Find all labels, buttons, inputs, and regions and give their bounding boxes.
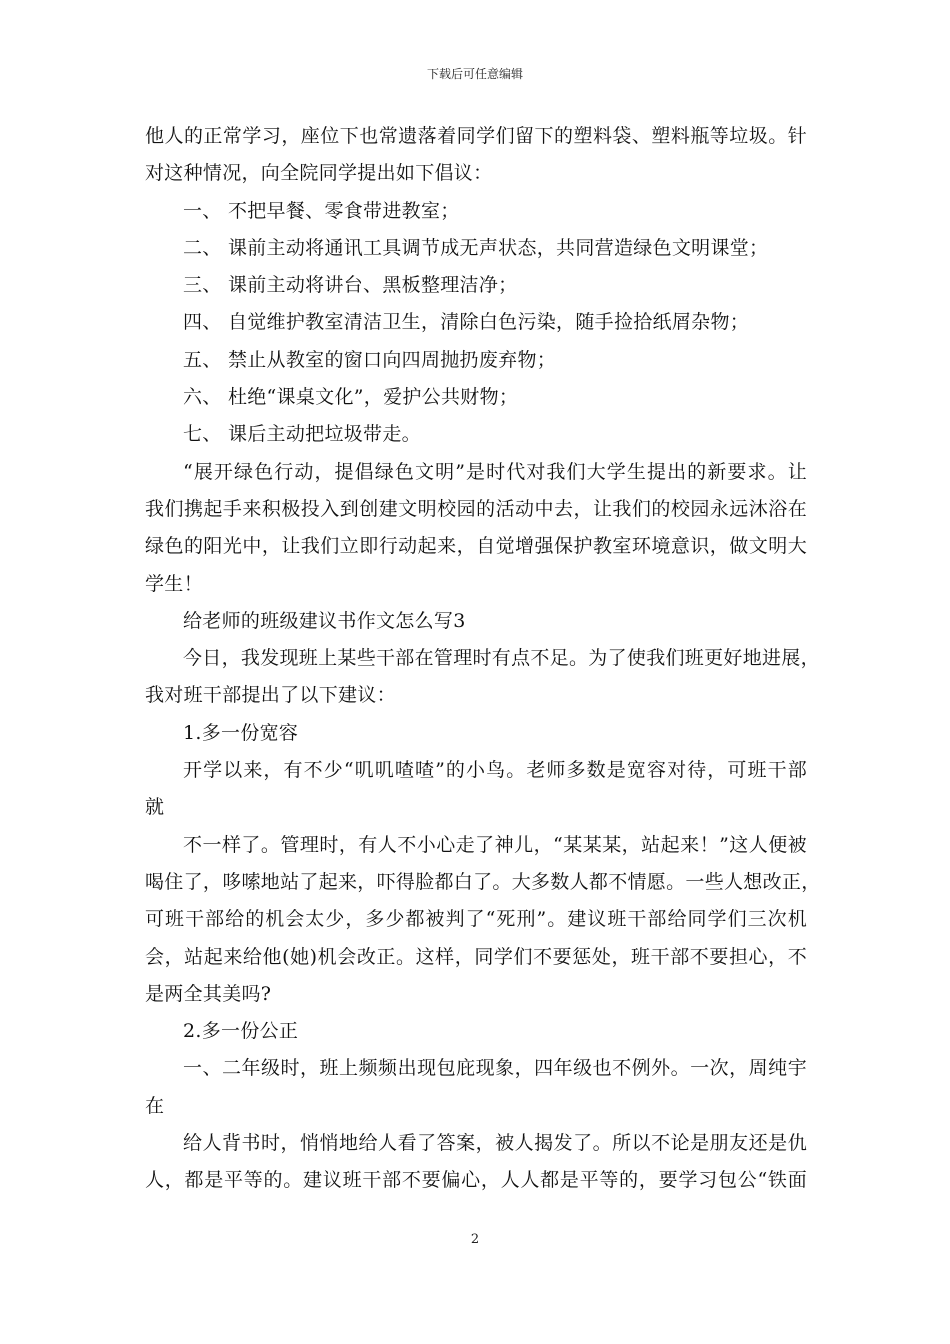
text-line: 一、二年级时，班上频频出现包庇现象，四年级也不例外。一次，周纯宇: [183, 1057, 807, 1080]
text-line: 三、 课前主动将讲台、黑板整理洁净；: [183, 274, 518, 297]
text-line: 六、 杜绝“课桌文化”，爱护公共财物；: [183, 386, 519, 409]
page-number: 2: [470, 1232, 480, 1247]
text-line: 他人的正常学习，座位下也常遗落着同学们留下的塑料袋、塑料瓶等垃圾。针: [145, 125, 807, 147]
text-line: 二、 课前主动将通讯工具调节成无声状态，共同营造绿色文明课堂；: [183, 236, 769, 259]
text-line: 学生！: [145, 572, 203, 595]
text-line: 给人背书时，悄悄地给人看了答案，被人揭发了。所以不论是朋友还是仇: [183, 1132, 807, 1155]
text-line: 人，都是平等的。建议班干部不要偏心，人人都是平等的，要学习包公“铁面: [145, 1169, 807, 1192]
document-body: [145, 118, 821, 1200]
text-line: “展开绿色行动，提倡绿色文明”是时代对我们大学生提出的新要求。让: [183, 460, 807, 483]
text-line: 会，站起来给他(她)机会改正。这样，同学们不要惩处，班干部不要担心，不: [145, 945, 807, 968]
text-line: 我们携起手来积极投入到创建文明校园的活动中去，让我们的校园永远沐浴在: [145, 497, 807, 520]
text-line: 给老师的班级建议书作文怎么写3: [183, 609, 466, 632]
text-line: 我对班干部提出了以下建议：: [145, 684, 396, 707]
text-line: 不一样了。管理时，有人不小心走了神儿，“某某某，站起来！”这人便被: [183, 833, 807, 856]
page-header: 下载后可任意编辑: [426, 67, 523, 81]
text-line: 喝住了，哆嗦地站了起来，吓得脸都白了。大多数人都不情愿。一些人想改正，: [145, 870, 821, 893]
text-line: 今日，我发现班上某些干部在管理时有点不足。为了使我们班更好地进展，: [183, 647, 820, 670]
text-line: 绿色的阳光中，让我们立即行动起来，自觉增强保护教室环境意识，做文明大: [145, 535, 807, 558]
text-line: 在: [145, 1094, 165, 1117]
text-line: 七、 课后主动把垃圾带走。: [183, 423, 421, 446]
text-line: 2.多一份公正: [183, 1020, 299, 1043]
text-line: 开学以来，有不少“叽叽喳喳”的小鸟。老师多数是宽容对待，可班干部: [183, 759, 807, 782]
text-line: 可班干部给的机会太少，多少都被判了“死刑”。建议班干部给同学们三次机: [145, 908, 807, 931]
text-line: 1.多一份宽容: [183, 721, 299, 744]
text-line: 是两全其美吗?: [145, 982, 272, 1005]
text-line: 一、 不把早餐、零食带进教室；: [183, 199, 460, 222]
text-line: 四、 自觉维护教室清洁卫生，清除白色污染，随手捡拾纸屑杂物；: [183, 311, 750, 334]
text-line: 五、 禁止从教室的窗口向四周抛扔废弃物；: [183, 348, 557, 371]
text-line: 对这种情况，向全院同学提出如下倡议：: [145, 162, 493, 185]
text-line: 就: [145, 796, 165, 819]
